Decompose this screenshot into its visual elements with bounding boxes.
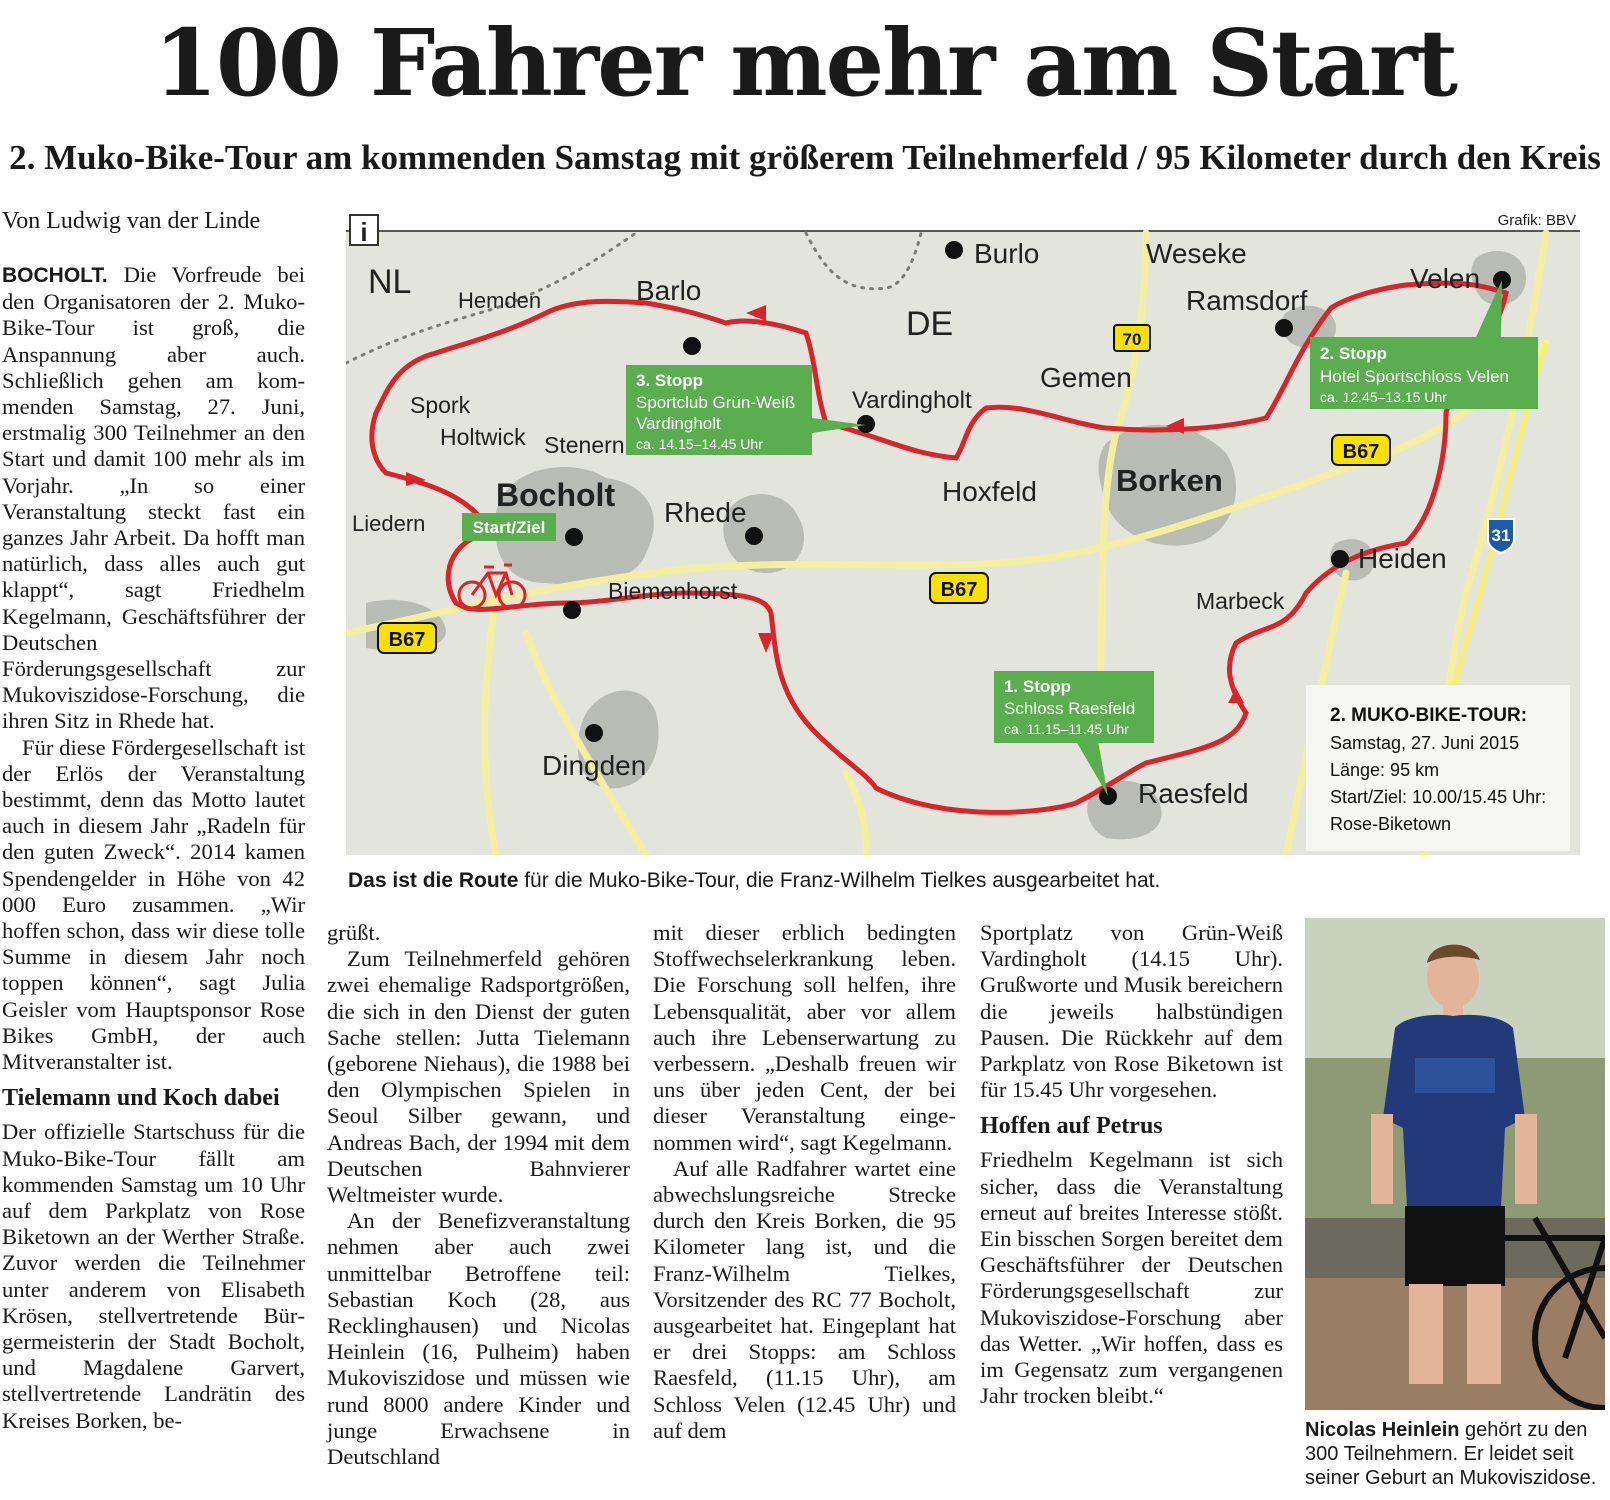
stop-3-title: 3. Stopp <box>636 371 704 390</box>
map-caption-lead: Das ist die Route <box>348 869 519 892</box>
paragraph: Zum Teilnehmerfeld gehören zwei ehemalige Radsportgrößen, die sich in den Dienst der guten Sache stellen: Jutta Tielemann (geborene Niehaus), die 1988 bei den Olympischen Spielen in Seoul Silber gewann, und Andreas Bach, der 1994 mit dem Deutschen Bahnvierer Weltmeister wurde. <box>327 946 630 1208</box>
stop-1-time: ca. 11.15–11.45 Uhr <box>1004 721 1129 737</box>
map-caption <box>348 868 1588 894</box>
label-gemen: Gemen <box>1040 362 1132 393</box>
label-burlo: Burlo <box>974 238 1040 269</box>
paragraph: grüßt. <box>327 920 381 945</box>
road-shield-b67-center <box>930 573 988 603</box>
graphic-credit: Grafik: BBV <box>1497 212 1576 229</box>
paragraph: Der offizielle Startschuss für die Muko-Bike-Tour fällt am kommenden Samstag um 10 Uhr auf dem Parkplatz von Rose Biketown an der Werther Straße. Zuvor werden die Teilnehmer unter anderem von Elisabeth Krösen, stellvertretende Bürgermeisterin der Stadt Bocholt, und Magdalene Garvert, stellvertretende Landrätin des Kreises Borken, be- <box>2 1119 305 1433</box>
label-liedern: Liedern <box>352 511 426 536</box>
label-dingden: Dingden <box>542 750 647 781</box>
road-shield-70 <box>1114 325 1150 351</box>
tour-info-date: Samstag, 27. Juni 2015 <box>1330 733 1520 753</box>
paragraph: Auf alle Radfahrer wartet eine abwechslungsreiche Strecke durch den Kreis Borken, die 95 Kilometer lang ist, und die Franz-Wilhelm Tielkes, Vorsitzender des RC 77 Bocholt, ausgearbeitet hat. Eingeplant hat er drei Stopps: am Schloss Raesfeld, (11.15 Uhr), am Schloss Velen (12.45 Uhr) und auf dem <box>653 1155 956 1443</box>
label-ramsdorf: Ramsdorf <box>1186 285 1308 316</box>
headline: 100 Fahrer mehr am Start <box>153 9 1457 117</box>
stop-3-line1: Sportclub Grün-Weiß <box>636 393 796 412</box>
stop-1-line1: Schloss Raesfeld <box>1004 699 1136 718</box>
subheadline: 2. Muko-Bike-Tour am kommenden Samstag mit größerem Teilnehmerfeld / 95 Kilometer durch den Kreis <box>9 138 1601 177</box>
tour-info-location: Rose-Biketown <box>1330 814 1452 834</box>
article-column-4 <box>980 920 1283 1409</box>
photo-caption-text: gehört zu den 300 Teilnehmern. Er leidet seit seiner Geburt an Mukoviszidose. <box>1305 1419 1597 1489</box>
start-finish-label: Start/Ziel <box>472 518 546 537</box>
stop-3-time: ca. 14.15–14.45 Uhr <box>636 436 763 452</box>
stop-2-time: ca. 12.45–13.15 Uhr <box>1320 389 1447 405</box>
road-shield-b67-east <box>1332 435 1390 465</box>
subheading: Tielemann und Koch dabei <box>2 1085 280 1112</box>
paragraph: Sportplatz von Grün-Weiß Vardingholt (14.15 Uhr). Grußworte und Musik bereichern die jeweils halbstündigen Pausen. Die Rückkehr auf dem Parkplatz von Rose Biketown ist für 15.45 Uhr vorgesehen. <box>980 920 1283 1103</box>
paragraph: mit dieser erblich bedingten Stoffwechselerkrankung leben. Die Forschung soll helfen, ihre Lebensqualität, aber vor allem auch ihre Lebenserwartung zu verbessern. „Deshalb freuen wir uns über jeden Cent, der bei dieser Veranstaltung eingenommen wird“, sagt Kegelmann. <box>653 920 956 1155</box>
label-vardingholt: Vardingholt <box>852 387 972 414</box>
paragraph: An der Benefizveranstaltung nehmen aber auch zwei unmittelbar Betroffene teil: Sebastian Koch (28, aus Recklinghausen) und Nicolas Heinlein (16, Pulheim) haben Mukoviszidose und müssen wie rund 8000 andere Kinder und junge Erwachsene in Deutschland <box>327 1208 630 1470</box>
motorway-shield-31 <box>1488 519 1514 553</box>
stop-2-line1: Hotel Sportschloss Velen <box>1320 367 1509 386</box>
photo-illustration <box>1305 918 1605 1410</box>
road-shield-b67-west <box>378 623 436 653</box>
label-raesfeld: Raesfeld <box>1138 778 1249 809</box>
paragraph: Friedhelm Kegelmann ist sich sicher, dass die Veranstaltung erneut auf breites Interesse stößt. Ein bisschen Sorgen bereitet dem Geschäftsführer der Deutschen Förderungsgesellschaft zur Mukoviszidose-Forschung aber das Wetter. „Wir hoffen, dass es im Gegensatz zum vergangenen Jahr trocken bleibt.“ <box>980 1147 1283 1409</box>
stop-2-title: 2. Stopp <box>1320 344 1388 363</box>
paragraph: Für diese Fördergesellschaft ist der Erlös der Veranstaltung bestimmt, denn das Motto lautet auch in diesem Jahr „Radeln für den guten Zweck“. 2014 kamen Spendengelder in Höhe von 42 000 Euro zusammen. „Wir hoffen schon, dass wir diese tolle Summe in diesem Jahr noch toppen können“, sagt Julia Geisler vom Hauptsponsor Rose Bikes GmbH, der auch Mitveranstalter ist. <box>2 734 305 1075</box>
article-column-2 <box>327 920 630 1470</box>
tour-info-length: Länge: 95 km <box>1330 760 1440 780</box>
label-nl: NL <box>368 263 412 301</box>
tour-info-box <box>1306 685 1570 851</box>
article-column-3 <box>653 920 956 1444</box>
paragraph <box>2 262 305 735</box>
label-hemden: Hemden <box>458 288 542 313</box>
info-icon-glyph: i <box>360 217 368 247</box>
paragraph-text: Die Vorfreude bei den Organisatoren der 2. Muko-Bike-Tour ist groß, die Anspannung aber auch. Schließlich gehen am kommenden Samstag, 27. Juni, erstmalig 300 Teilnehmer an den Start und damit 100 mehr als im Vorjahr. „In so einer Veranstaltung steckt fast ein ganzes Jahr Arbeit. Da hofft man natürlich, dass alles auch gut klappt“, sagt Friedhelm Kegelmann, Geschäftsführer der Deutschen Förderungsgesellschaft zur Mukoviszidose-Forschung, die ihren Sitz in Rhede hat. <box>2 262 305 734</box>
route-map <box>346 213 1580 855</box>
label-stenern: Stenern <box>544 432 625 458</box>
label-barlo: Barlo <box>636 275 702 306</box>
tour-info-times: Start/Ziel: 10.00/15.45 Uhr: <box>1330 787 1547 807</box>
label-heiden: Heiden <box>1358 543 1447 574</box>
label-de: DE <box>906 305 954 343</box>
road-shield-b67-label: B67 <box>940 579 978 601</box>
road-shield-70-label: 70 <box>1122 330 1142 349</box>
motorway-shield-31-label: 31 <box>1491 526 1511 545</box>
label-bocholt: Bocholt <box>496 477 616 513</box>
road-shield-b67-label: B67 <box>1342 441 1380 463</box>
label-spork: Spork <box>410 392 471 418</box>
stop-3-line2: Vardingholt <box>636 414 721 433</box>
label-borken: Borken <box>1116 463 1223 498</box>
label-rhede: Rhede <box>664 497 747 528</box>
start-finish-marker <box>462 513 556 541</box>
byline: Von Ludwig van der Linde <box>2 208 261 234</box>
dateline: BOCHOLT. <box>2 264 108 287</box>
subheading: Hoffen auf Petrus <box>980 1113 1163 1140</box>
label-marbeck: Marbeck <box>1196 588 1285 614</box>
photo-caption <box>1305 1418 1610 1490</box>
stop-1-title: 1. Stopp <box>1004 677 1072 696</box>
route-map-svg <box>346 213 1580 855</box>
tour-info-title: 2. MUKO-BIKE-TOUR: <box>1330 705 1528 726</box>
photo-caption-lead: Nicolas Heinlein <box>1305 1419 1460 1441</box>
road-shield-b67-label: B67 <box>388 629 426 651</box>
label-holtwick: Holtwick <box>440 424 526 450</box>
article-column-1 <box>2 262 305 1434</box>
label-weseke: Weseke <box>1146 238 1247 269</box>
map-caption-text: für die Muko-Bike-Tour, die Franz-Wilhelm Tielkes ausgearbeitet hat. <box>518 869 1161 892</box>
label-hoxfeld: Hoxfeld <box>942 476 1037 507</box>
label-velen: Velen <box>1410 263 1481 294</box>
photo-nicolas-heinlein <box>1305 918 1605 1410</box>
label-biemenhorst: Biemenhorst <box>608 578 738 604</box>
